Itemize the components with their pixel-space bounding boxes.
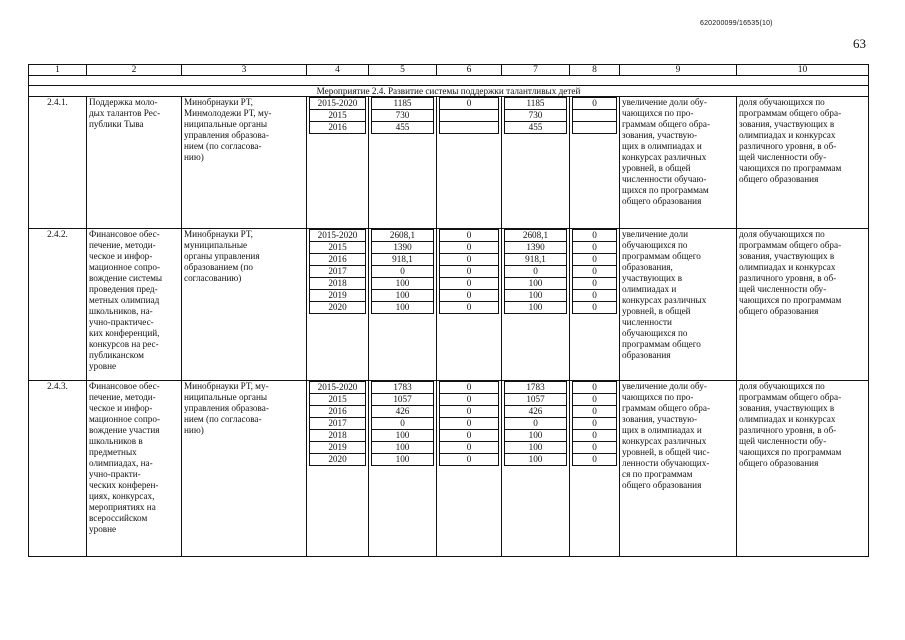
republic-value: 100 <box>505 290 567 302</box>
federal-value-column <box>437 229 502 381</box>
republic-value-row <box>505 406 567 418</box>
republic-value: 1783 <box>505 382 567 394</box>
republic-value-column <box>502 229 570 381</box>
year-row <box>310 290 366 302</box>
federal-value-row <box>440 278 499 290</box>
municipal-value-column <box>570 97 620 229</box>
federal-value <box>440 122 499 134</box>
year-row <box>310 454 366 466</box>
measure-row <box>29 381 869 557</box>
total-value: 426 <box>372 406 434 418</box>
republic-value-row <box>505 98 567 110</box>
republic-value-column <box>502 381 570 557</box>
year: 2016 <box>310 254 366 266</box>
federal-value-list <box>439 97 499 134</box>
republic-value: 2608,1 <box>505 230 567 242</box>
row-code: 2.4.3. <box>29 381 87 557</box>
republic-value-row <box>505 266 567 278</box>
row-code: 2.4.2. <box>29 229 87 381</box>
measure-row <box>29 229 869 381</box>
total-value: 1057 <box>372 394 434 406</box>
municipal-value-list <box>572 97 617 134</box>
row-result: увеличение доли обу- чающихся по про- граммам общего обра- зования, участвую- щих в олимпиадах и конкурсах различных уровней, в общей численности обучаю- щихся по программам общего образования <box>620 97 737 229</box>
year-row <box>310 110 366 122</box>
republic-value-list <box>504 97 567 134</box>
column-number: 10 <box>737 65 869 76</box>
federal-value: 0 <box>440 454 499 466</box>
municipal-value-row <box>573 430 617 442</box>
year-row <box>310 382 366 394</box>
total-value: 1185 <box>372 98 434 110</box>
federal-value-row <box>440 406 499 418</box>
total-value-row <box>372 230 434 242</box>
row-executor: Минобрнауки РТ, му- ниципальные органы управления образова- нием (по согласова- нию) <box>182 381 307 557</box>
federal-value-row <box>440 242 499 254</box>
federal-value-row <box>440 266 499 278</box>
municipal-value: 0 <box>573 430 617 442</box>
federal-value-list <box>439 229 499 314</box>
total-value: 918,1 <box>372 254 434 266</box>
measure-row <box>29 97 869 229</box>
municipal-value-row <box>573 454 617 466</box>
federal-value: 0 <box>440 406 499 418</box>
municipal-value: 0 <box>573 442 617 454</box>
federal-value: 0 <box>440 278 499 290</box>
year: 2016 <box>310 406 366 418</box>
republic-value-row <box>505 394 567 406</box>
municipal-value <box>573 122 617 134</box>
column-number: 9 <box>620 65 737 76</box>
municipal-value-row <box>573 442 617 454</box>
republic-value-row <box>505 110 567 122</box>
year: 2018 <box>310 430 366 442</box>
federal-value-row <box>440 98 499 110</box>
year: 2017 <box>310 418 366 430</box>
year: 2019 <box>310 290 366 302</box>
municipal-value-column <box>570 229 620 381</box>
municipal-value-list <box>572 229 617 314</box>
republic-value: 1185 <box>505 98 567 110</box>
total-value: 730 <box>372 110 434 122</box>
republic-value: 100 <box>505 278 567 290</box>
municipal-value-row <box>573 394 617 406</box>
total-value-row <box>372 266 434 278</box>
year-column <box>307 97 369 229</box>
municipal-value-row <box>573 230 617 242</box>
total-value: 100 <box>372 454 434 466</box>
republic-value: 100 <box>505 454 567 466</box>
total-value-list <box>371 97 434 134</box>
republic-value-row <box>505 242 567 254</box>
column-numbers-row <box>29 65 869 76</box>
federal-value-column <box>437 381 502 557</box>
municipal-value-row <box>573 266 617 278</box>
federal-value-row <box>440 382 499 394</box>
republic-value-column <box>502 97 570 229</box>
republic-value-row <box>505 430 567 442</box>
republic-value-row <box>505 382 567 394</box>
federal-value: 0 <box>440 230 499 242</box>
republic-value: 0 <box>505 418 567 430</box>
total-value-row <box>372 278 434 290</box>
measure-title-row <box>29 86 869 97</box>
federal-value: 0 <box>440 418 499 430</box>
municipal-value-row <box>573 418 617 430</box>
program-table <box>28 64 869 557</box>
measure-title: Мероприятие 2.4. Развитие системы поддержки талантливых детей <box>29 86 869 97</box>
municipal-value-row <box>573 254 617 266</box>
total-value-row <box>372 242 434 254</box>
total-value-row <box>372 290 434 302</box>
column-number: 7 <box>502 65 570 76</box>
federal-value-row <box>440 430 499 442</box>
total-value: 100 <box>372 302 434 314</box>
total-value-row <box>372 442 434 454</box>
federal-value: 0 <box>440 254 499 266</box>
republic-value: 455 <box>505 122 567 134</box>
federal-value-row <box>440 454 499 466</box>
municipal-value-row <box>573 290 617 302</box>
page-number: 63 <box>853 36 866 51</box>
year-column <box>307 229 369 381</box>
total-value: 100 <box>372 442 434 454</box>
federal-value-row <box>440 122 499 134</box>
federal-value: 0 <box>440 242 499 254</box>
row-indicator: доля обучающихся по программам общего обра- зования, участвующих в олимпиадах и конкурсах различного уровня, в об- щей численности обу- чающихся по программам общего образования <box>737 229 869 381</box>
republic-value-list <box>504 229 567 314</box>
year: 2020 <box>310 302 366 314</box>
total-value: 100 <box>372 430 434 442</box>
row-executor: Минобрнауки РТ, муниципальные органы управления образованием (по согласованию) <box>182 229 307 381</box>
total-value-row <box>372 430 434 442</box>
total-value: 1390 <box>372 242 434 254</box>
total-value-list <box>371 229 434 314</box>
spacer-cell <box>29 76 869 86</box>
federal-value: 0 <box>440 98 499 110</box>
year-row <box>310 122 366 134</box>
federal-value-row <box>440 302 499 314</box>
municipal-value: 0 <box>573 394 617 406</box>
republic-value-row <box>505 122 567 134</box>
total-value-row <box>372 98 434 110</box>
federal-value: 0 <box>440 302 499 314</box>
total-value-row <box>372 382 434 394</box>
column-number: 2 <box>87 65 182 76</box>
total-value-row <box>372 302 434 314</box>
year: 2020 <box>310 454 366 466</box>
row-executor: Минобрнауки РТ, Минмолодежи РТ, му- ниципальные органы управления образова- нием (по согласова- нию) <box>182 97 307 229</box>
column-number: 6 <box>437 65 502 76</box>
row-indicator: доля обучающихся по программам общего обра- зования, участвующих в олимпиадах и конкурсах различного уровня, в об- щей численности обу- чающихся по программам общего образования <box>737 97 869 229</box>
year-row <box>310 302 366 314</box>
year: 2016 <box>310 122 366 134</box>
year: 2015 <box>310 110 366 122</box>
column-number: 1 <box>29 65 87 76</box>
municipal-value: 0 <box>573 302 617 314</box>
total-value-row <box>372 454 434 466</box>
row-name: Финансовое обес- печение, методи- ческое и инфор- мационное сопро- вождение участия школьников в предметных олимпиадах, на- учно-практи- ческих конферен- циях, конкурсах, мероприятиях на всероссийском уровне <box>87 381 182 557</box>
row-name: Поддержка моло- дых талантов Рес- публики Тыва <box>87 97 182 229</box>
municipal-value-row <box>573 122 617 134</box>
municipal-value: 0 <box>573 418 617 430</box>
federal-value-row <box>440 290 499 302</box>
federal-value: 0 <box>440 382 499 394</box>
republic-value: 100 <box>505 442 567 454</box>
municipal-value-row <box>573 242 617 254</box>
year: 2015 <box>310 242 366 254</box>
federal-value: 0 <box>440 394 499 406</box>
row-name: Финансовое обес- печение, методи- ческое и инфор- мационное сопро- вождение системы проведения пред- метных олимпиад школьников, на- учно-практичес- ких конференций, конкурсов на рес- публиканском уровне <box>87 229 182 381</box>
document-id: 620200099/16535(10) <box>700 20 773 27</box>
year: 2019 <box>310 442 366 454</box>
total-value: 0 <box>372 418 434 430</box>
municipal-value: 0 <box>573 406 617 418</box>
federal-value <box>440 110 499 122</box>
municipal-value-row <box>573 110 617 122</box>
year-row <box>310 278 366 290</box>
municipal-value-row <box>573 302 617 314</box>
total-value-column <box>369 381 437 557</box>
republic-value-row <box>505 418 567 430</box>
municipal-value: 0 <box>573 230 617 242</box>
federal-value-row <box>440 230 499 242</box>
total-value-row <box>372 254 434 266</box>
municipal-value: 0 <box>573 98 617 110</box>
row-result: увеличение доли обу- чающихся по про- граммам общего обра- зования, участвую- щих в олимпиадах и конкурсах различных уровней, в общей чис- ленности обучающих- ся по программам общего образования <box>620 381 737 557</box>
municipal-value-row <box>573 98 617 110</box>
republic-value-row <box>505 454 567 466</box>
federal-value: 0 <box>440 266 499 278</box>
row-result: увеличение доли обучающихся по программам общего образования, участвующих в олимпиадах и конкурсах различных уровней, в общей численности обучающихся по программам общего образования <box>620 229 737 381</box>
year-row <box>310 266 366 278</box>
total-value-row <box>372 110 434 122</box>
total-value-column <box>369 97 437 229</box>
republic-value-row <box>505 278 567 290</box>
republic-value: 426 <box>505 406 567 418</box>
federal-value-row <box>440 254 499 266</box>
year-row <box>310 442 366 454</box>
year-row <box>310 230 366 242</box>
year: 2018 <box>310 278 366 290</box>
column-number: 8 <box>570 65 620 76</box>
republic-value-row <box>505 254 567 266</box>
year: 2017 <box>310 266 366 278</box>
republic-value-row <box>505 302 567 314</box>
federal-value-row <box>440 394 499 406</box>
municipal-value-row <box>573 382 617 394</box>
republic-value-list <box>504 381 567 466</box>
republic-value: 1057 <box>505 394 567 406</box>
republic-value: 730 <box>505 110 567 122</box>
municipal-value: 0 <box>573 254 617 266</box>
year: 2015 <box>310 394 366 406</box>
republic-value-row <box>505 230 567 242</box>
year-row <box>310 98 366 110</box>
year: 2015-2020 <box>310 382 366 394</box>
municipal-value-column <box>570 381 620 557</box>
republic-value-row <box>505 442 567 454</box>
federal-value-row <box>440 418 499 430</box>
year-row <box>310 254 366 266</box>
year: 2015-2020 <box>310 98 366 110</box>
total-value-row <box>372 406 434 418</box>
total-value: 455 <box>372 122 434 134</box>
total-value: 1783 <box>372 382 434 394</box>
total-value: 2608,1 <box>372 230 434 242</box>
year-list <box>309 229 366 314</box>
republic-value: 0 <box>505 266 567 278</box>
municipal-value <box>573 110 617 122</box>
year: 2015-2020 <box>310 230 366 242</box>
federal-value-row <box>440 110 499 122</box>
republic-value: 100 <box>505 302 567 314</box>
municipal-value: 0 <box>573 242 617 254</box>
year-row <box>310 242 366 254</box>
column-number: 5 <box>369 65 437 76</box>
municipal-value: 0 <box>573 454 617 466</box>
total-value-column <box>369 229 437 381</box>
federal-value-column <box>437 97 502 229</box>
total-value: 100 <box>372 290 434 302</box>
total-value: 0 <box>372 266 434 278</box>
total-value: 100 <box>372 278 434 290</box>
republic-value: 918,1 <box>505 254 567 266</box>
republic-value-row <box>505 290 567 302</box>
total-value-row <box>372 122 434 134</box>
total-value-list <box>371 381 434 466</box>
column-number: 4 <box>307 65 369 76</box>
row-indicator: доля обучающихся по программам общего обра- зования, участвующих в олимпиадах и конкурсах различного уровня, в об- щей численности обу- чающихся по программам общего образования <box>737 381 869 557</box>
federal-value: 0 <box>440 430 499 442</box>
federal-value: 0 <box>440 290 499 302</box>
federal-value: 0 <box>440 442 499 454</box>
year-row <box>310 394 366 406</box>
republic-value: 100 <box>505 430 567 442</box>
municipal-value: 0 <box>573 290 617 302</box>
year-row <box>310 418 366 430</box>
municipal-value: 0 <box>573 278 617 290</box>
year-list <box>309 97 366 134</box>
year-row <box>310 430 366 442</box>
municipal-value: 0 <box>573 266 617 278</box>
municipal-value-row <box>573 278 617 290</box>
federal-value-row <box>440 442 499 454</box>
column-number: 3 <box>182 65 307 76</box>
total-value-row <box>372 394 434 406</box>
total-value-row <box>372 418 434 430</box>
year-column <box>307 381 369 557</box>
municipal-value-list <box>572 381 617 466</box>
municipal-value-row <box>573 406 617 418</box>
republic-value: 1390 <box>505 242 567 254</box>
year-row <box>310 406 366 418</box>
spacer-row <box>29 76 869 86</box>
municipal-value: 0 <box>573 382 617 394</box>
row-code: 2.4.1. <box>29 97 87 229</box>
year-list <box>309 381 366 466</box>
federal-value-list <box>439 381 499 466</box>
